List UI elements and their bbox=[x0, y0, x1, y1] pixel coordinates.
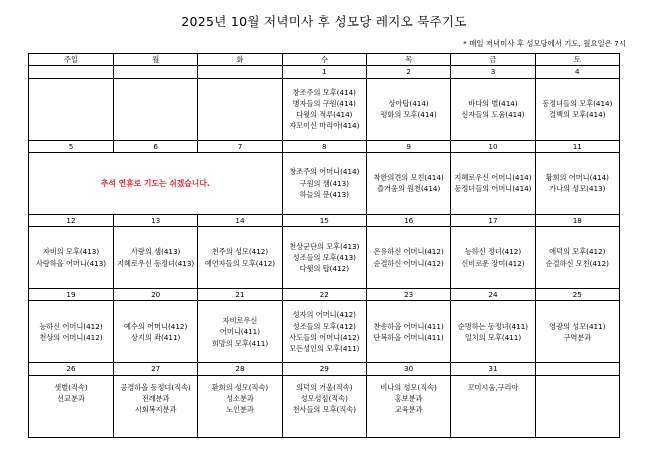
legion-group-entry: 성조들의 모후(413) bbox=[292, 253, 356, 263]
day-cell bbox=[282, 78, 366, 140]
day-cell bbox=[198, 227, 282, 289]
legion-group-entry: 샛별(직속) bbox=[54, 382, 88, 392]
day-cell bbox=[29, 375, 114, 437]
legion-group-entry: 순결하신 모친(412) bbox=[545, 258, 609, 268]
legion-group-entry: 예언자들의 모후(412) bbox=[204, 258, 276, 268]
legion-group-entry: 순명하는 동정녀(411) bbox=[457, 321, 529, 331]
legion-group-entry: 신자들의 도움(414) bbox=[461, 110, 525, 120]
legion-group-entry: 다윗의 탑(412) bbox=[299, 264, 350, 274]
date-number-row bbox=[29, 289, 620, 301]
legion-group-entry: 천상의 어머니(412) bbox=[39, 332, 103, 342]
legion-group-entry: 천상군단의 모후(413) bbox=[289, 241, 360, 251]
day-cell bbox=[29, 78, 114, 140]
schedule-note: * 매일 저녁미사 후 성모당에서 기도, 월요일은 7시 bbox=[463, 39, 626, 48]
day-cell bbox=[366, 375, 450, 437]
weekday-header: 주일 bbox=[29, 54, 114, 66]
day-cell bbox=[366, 152, 450, 214]
date-number: 3 bbox=[451, 66, 535, 78]
day-cell bbox=[29, 227, 114, 289]
day-cell bbox=[282, 375, 366, 437]
prayer-schedule-row bbox=[29, 152, 620, 214]
legion-group-entry: 자비의 모후(413) bbox=[42, 247, 100, 257]
prayer-schedule-row bbox=[29, 375, 620, 437]
day-cell bbox=[282, 301, 366, 363]
legion-group-entry: 지혜로우신 동정녀(413) bbox=[117, 258, 195, 268]
legion-group-entry: 성자의 어머니(412) bbox=[292, 310, 356, 320]
date-number: 4 bbox=[535, 66, 619, 78]
legion-group-entry: 착한의견의 모친(414) bbox=[373, 173, 444, 183]
legion-group-entry: 꼬미시움,구리아 bbox=[467, 382, 519, 392]
legion-group-entry: 사랑의 샘(413) bbox=[130, 247, 181, 257]
day-cell bbox=[535, 375, 619, 437]
day-cell bbox=[451, 375, 535, 437]
legion-group-entry: 능하신 정녀(412) bbox=[464, 247, 522, 257]
date-number: 14 bbox=[198, 214, 282, 226]
date-number: 9 bbox=[366, 140, 450, 152]
day-cell bbox=[114, 375, 198, 437]
date-number-row bbox=[29, 140, 620, 152]
legion-group-entry: 동정녀들의 어머니(414) bbox=[454, 184, 532, 194]
date-number: 19 bbox=[29, 289, 114, 301]
legion-group-entry: 의덕의 거울(직속) bbox=[296, 382, 353, 392]
legion-group-entry: 천주의 성모(412) bbox=[211, 247, 269, 257]
date-number: 28 bbox=[198, 363, 282, 375]
legion-group-entry: 황희의 어머니(414) bbox=[545, 173, 609, 183]
date-number bbox=[114, 66, 198, 78]
prayer-schedule-row bbox=[29, 78, 620, 140]
legion-group-entry: 홍보분과 bbox=[394, 394, 423, 404]
weekday-header: 목 bbox=[366, 54, 450, 66]
day-cell bbox=[114, 301, 198, 363]
legion-group-entry: 환희의 성모(직속) bbox=[211, 382, 269, 392]
day-cell bbox=[535, 78, 619, 140]
date-number: 23 bbox=[366, 289, 450, 301]
legion-group-entry: 즐거움의 원천(414) bbox=[377, 184, 441, 194]
date-number: 15 bbox=[282, 214, 366, 226]
legion-group-entry: 애덕의 모후(412) bbox=[549, 247, 606, 257]
legion-group-entry: 창조주의 모후(414) bbox=[292, 87, 356, 97]
date-number: 8 bbox=[282, 140, 366, 152]
weekday-header: 금 bbox=[451, 54, 535, 66]
legion-group-entry: 다윗의 적루(414) bbox=[296, 110, 353, 120]
calendar-table bbox=[28, 53, 620, 438]
day-cell bbox=[29, 301, 114, 363]
date-number: 7 bbox=[198, 140, 282, 152]
legion-group-entry: 전례분과 bbox=[141, 394, 170, 404]
date-number: 22 bbox=[282, 289, 366, 301]
legion-group-entry: 단복하올 어머니(411) bbox=[373, 332, 444, 342]
legion-group-entry: 성조들의 모후(412) bbox=[292, 321, 356, 331]
day-cell bbox=[366, 227, 450, 289]
day-cell bbox=[451, 78, 535, 140]
legion-group-entry: 하늘의 문(413) bbox=[299, 190, 350, 200]
day-cell bbox=[114, 78, 198, 140]
legion-group-entry: 사랑하올 어머니(413) bbox=[35, 258, 107, 268]
legion-group-entry: 지혜로우신 어머니(414) bbox=[454, 173, 532, 183]
date-number: 20 bbox=[114, 289, 198, 301]
weekday-header: 화 bbox=[198, 54, 282, 66]
legion-group-entry: 동정녀들의 모후(414) bbox=[542, 98, 613, 108]
day-cell bbox=[451, 301, 535, 363]
day-cell bbox=[198, 301, 282, 363]
legion-group-entry: 결백의 모후(414) bbox=[549, 110, 606, 120]
weekday-header: 토 bbox=[535, 54, 619, 66]
date-number: 11 bbox=[535, 140, 619, 152]
legion-group-entry: 가나의 성모(413) bbox=[549, 184, 606, 194]
day-cell bbox=[282, 152, 366, 214]
legion-group-entry: 천사들의 모후(직속) bbox=[292, 405, 357, 415]
legion-group-entry: 평화의 모후(414) bbox=[380, 110, 437, 120]
holiday-closed-notice: 추석 연휴로 기도는 쉬겠습니다. bbox=[100, 178, 210, 188]
legion-group-entry: 자모이신 마리아(414) bbox=[289, 121, 360, 131]
legion-group-entry: 창조주의 어머니(414) bbox=[289, 167, 360, 177]
date-number: 12 bbox=[29, 214, 114, 226]
date-number: 27 bbox=[114, 363, 198, 375]
date-number: 17 bbox=[451, 214, 535, 226]
day-cell bbox=[366, 301, 450, 363]
legion-group-entry: 병자들의 구원(414) bbox=[292, 98, 356, 108]
date-number: 1 bbox=[282, 66, 366, 78]
legion-group-entry: 노인분과 bbox=[226, 405, 254, 415]
day-cell bbox=[366, 78, 450, 140]
legion-group-entry: 교육분과 bbox=[394, 405, 423, 415]
date-number: 2 bbox=[366, 66, 450, 78]
date-number: 24 bbox=[451, 289, 535, 301]
day-cell bbox=[198, 375, 282, 437]
day-cell bbox=[198, 78, 282, 140]
prayer-schedule-row bbox=[29, 301, 620, 363]
date-number: 26 bbox=[29, 363, 114, 375]
day-cell bbox=[114, 227, 198, 289]
legion-group-entry: 상아탑(414) bbox=[388, 98, 429, 108]
legion-group-entry: 온유하신 어머니(412) bbox=[373, 247, 444, 257]
legion-group-entry: 시회복지분과 bbox=[134, 405, 177, 415]
holiday-closed-cell bbox=[29, 152, 283, 214]
legion-group-entry: 일치의 모후(411) bbox=[464, 332, 522, 342]
day-cell bbox=[282, 227, 366, 289]
date-number: 10 bbox=[451, 140, 535, 152]
legion-group-entry: 신비로운 장미(412) bbox=[461, 258, 525, 268]
date-number: 6 bbox=[114, 140, 198, 152]
date-number: 16 bbox=[366, 214, 450, 226]
legion-group-entry: 능하신 어머니(412) bbox=[39, 321, 103, 331]
legion-group-entry: 구역분과 bbox=[563, 332, 592, 342]
legion-group-entry: 공경하올 동정녀(직속) bbox=[120, 382, 191, 392]
legion-group-entry: 상지의 좌(411) bbox=[130, 332, 181, 342]
day-cell bbox=[535, 152, 619, 214]
legion-group-entry: 예수의 어머니(412) bbox=[124, 321, 188, 331]
day-cell bbox=[535, 227, 619, 289]
date-number-row bbox=[29, 363, 620, 375]
weekday-header: 월 bbox=[114, 54, 198, 66]
legion-group-entry: 비나의 성모(직속) bbox=[380, 382, 437, 392]
weekday-header: 수 bbox=[282, 54, 366, 66]
legion-group-entry: 자비로우신 bbox=[222, 316, 258, 326]
legion-group-entry: 성모성심(직속) bbox=[300, 394, 348, 404]
weekday-header-row bbox=[29, 54, 620, 66]
date-number: 31 bbox=[451, 363, 535, 375]
date-number: 5 bbox=[29, 140, 114, 152]
legion-group-entry: 모든성인의 모후(411) bbox=[289, 344, 360, 354]
date-number-row bbox=[29, 214, 620, 226]
day-cell bbox=[535, 301, 619, 363]
legion-group-entry: 선교분과 bbox=[57, 394, 85, 404]
legion-group-entry: 성소분과 bbox=[226, 394, 254, 404]
legion-group-entry: 어머니(411) bbox=[219, 327, 261, 337]
day-cell bbox=[451, 227, 535, 289]
date-number: 25 bbox=[535, 289, 619, 301]
legion-group-entry: 사도들의 어머니(412) bbox=[289, 332, 360, 342]
legion-group-entry: 영광의 성모(411) bbox=[549, 321, 606, 331]
legion-group-entry: 순결하신 어머니(412) bbox=[373, 258, 444, 268]
date-number: 30 bbox=[366, 363, 450, 375]
date-number: 13 bbox=[114, 214, 198, 226]
date-number bbox=[535, 363, 619, 375]
date-number: 29 bbox=[282, 363, 366, 375]
date-number: 18 bbox=[535, 214, 619, 226]
prayer-schedule-row bbox=[29, 227, 620, 289]
legion-group-entry: 찬송하올 어머니(411) bbox=[373, 321, 444, 331]
legion-group-entry: 희망의 모후(411) bbox=[211, 338, 269, 348]
date-number bbox=[29, 66, 114, 78]
legion-group-entry: 바다의 별(414) bbox=[468, 98, 518, 108]
date-number: 21 bbox=[198, 289, 282, 301]
page-title: 2025년 10월 저녁미사 후 성모당 레지오 묵주기도 bbox=[181, 14, 467, 29]
date-number-row bbox=[29, 66, 620, 78]
day-cell bbox=[451, 152, 535, 214]
legion-group-entry: 구원의 샘(413) bbox=[299, 178, 350, 188]
date-number bbox=[198, 66, 282, 78]
